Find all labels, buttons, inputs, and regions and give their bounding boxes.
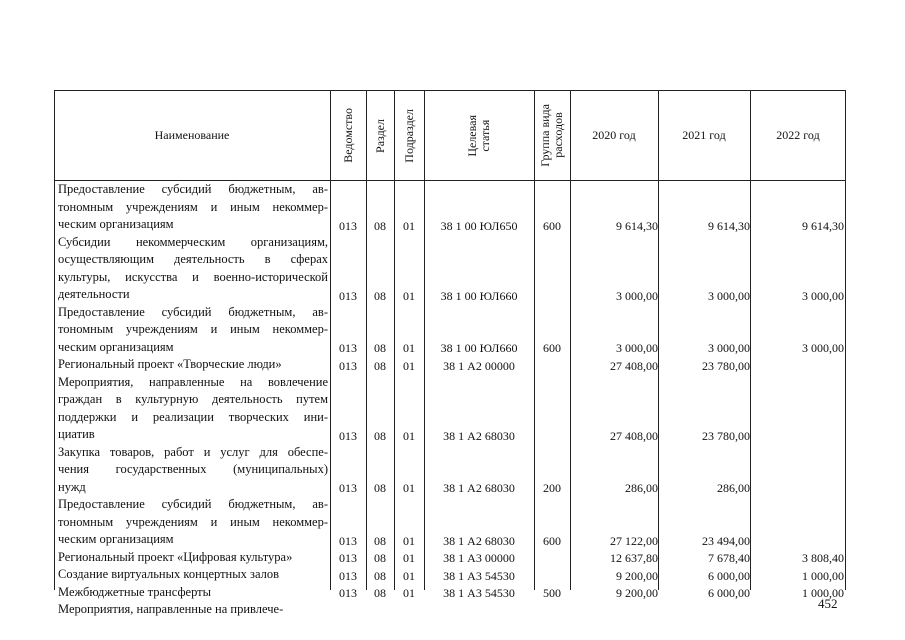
row-name — [58, 496, 328, 549]
header-2022-label: 2022 год — [776, 128, 820, 142]
row-name-line: культуры, искусства и военно-исторической — [58, 269, 328, 284]
cell-ved: 013 — [339, 428, 357, 443]
cell-ved: 013 — [339, 533, 357, 548]
cell-cel: 38 1 А3 54530 — [443, 568, 515, 583]
cell-y2: 7 678,40 — [708, 551, 750, 565]
cell-pod: 01 — [403, 568, 415, 583]
row-name — [58, 234, 328, 304]
cell-ved: 013 — [339, 341, 357, 355]
cell-y2: 3 000,00 — [708, 341, 750, 355]
cell-y2: 23 494,00 — [702, 533, 750, 548]
row-name-line: Закупка товаров, работ и услуг для обеспе- — [58, 444, 328, 459]
header-name-label: Наименование — [154, 128, 230, 142]
cell-cel: 38 1 А2 68030 — [443, 428, 515, 443]
row-name — [58, 304, 328, 357]
row-name — [58, 584, 328, 602]
row-name — [58, 566, 328, 584]
cell-raz: 08 — [374, 533, 386, 548]
header-name — [54, 91, 330, 180]
row-name — [58, 356, 328, 374]
header-celevaya-line1: Целевая — [465, 114, 479, 157]
cell-ved: 013 — [339, 481, 357, 495]
header-podrazdel — [394, 91, 424, 180]
header-2021 — [658, 91, 750, 180]
row-name-line: Региональный проект «Цифровая культура» — [58, 549, 293, 564]
cell-raz: 08 — [374, 358, 386, 373]
row-name-line: Предоставление субсидий бюджетным, ав- — [58, 304, 328, 319]
cell-y1: 9 614,30 — [616, 218, 658, 233]
cell-raz: 08 — [374, 481, 386, 495]
cell-grp: 600 — [543, 533, 561, 548]
row-name-line: Предоставление субсидий бюджетным, ав- — [58, 182, 328, 196]
cell-y2: 6 000,00 — [708, 568, 750, 583]
cell-raz: 08 — [374, 428, 386, 443]
cell-pod: 01 — [403, 288, 415, 303]
cell-y1: 27 408,00 — [610, 428, 658, 443]
row-name-line: Предоставление субсидий бюджетным, ав- — [58, 497, 328, 511]
table-row — [54, 549, 846, 567]
cell-ved: 013 — [339, 358, 357, 373]
row-name — [58, 549, 328, 567]
cell-raz: 08 — [374, 568, 386, 583]
row-name — [58, 181, 328, 234]
cell-y3: 1 000,00 — [802, 568, 844, 583]
cell-y1: 3 000,00 — [616, 341, 658, 355]
table-row — [54, 181, 846, 234]
cell-pod: 01 — [403, 358, 415, 373]
row-name-line: Создание виртуальных концертных залов — [58, 567, 279, 581]
cell-y1: 12 637,80 — [610, 551, 658, 565]
row-name — [58, 601, 328, 619]
cell-pod: 01 — [403, 341, 415, 355]
cell-y3: 3 000,00 — [802, 288, 844, 303]
table-row — [54, 584, 846, 602]
cell-y1: 9 200,00 — [616, 568, 658, 583]
row-name-line: граждан в культурную деятельность путем — [58, 392, 328, 406]
cell-y2: 23 780,00 — [702, 428, 750, 443]
cell-y1: 9 200,00 — [616, 586, 658, 600]
cell-cel: 38 1 А2 68030 — [443, 533, 515, 548]
header-gruppa-line1: Группа вида — [538, 104, 552, 167]
cell-raz: 08 — [374, 586, 386, 600]
header-2020 — [570, 91, 658, 180]
cell-raz: 08 — [374, 288, 386, 303]
header-gruppa-label — [539, 104, 565, 167]
cell-pod: 01 — [403, 481, 415, 495]
cell-grp: 500 — [543, 586, 561, 600]
row-name-line: поддержки и реализации творческих ини- — [58, 409, 328, 424]
cell-raz: 08 — [374, 551, 386, 565]
cell-y2: 6 000,00 — [708, 586, 750, 600]
row-name-line: ческим организациям — [58, 339, 174, 354]
row-name-line: осуществляющим деятельность в сферах — [58, 252, 328, 266]
cell-y1: 3 000,00 — [616, 288, 658, 303]
header-celevaya-label — [466, 115, 492, 157]
table-row — [54, 444, 846, 497]
cell-y1: 27 122,00 — [610, 533, 658, 548]
row-name-line: Мероприятия, направленные на привлече- — [58, 602, 284, 616]
row-name — [58, 444, 328, 497]
header-2020-label: 2020 год — [592, 128, 636, 142]
cell-ved: 013 — [339, 218, 357, 233]
cell-cel: 38 1 00 ЮЛ650 — [440, 218, 518, 233]
cell-grp: 600 — [543, 341, 561, 355]
cell-y2: 286,00 — [717, 481, 750, 495]
cell-y3: 1 000,00 — [802, 586, 844, 600]
cell-pod: 01 — [403, 428, 415, 443]
table-header — [54, 90, 846, 181]
row-name-line: деятельности — [58, 287, 130, 301]
cell-raz: 08 — [374, 218, 386, 233]
row-name-line: Субсидии некоммерческим организациям, — [58, 234, 328, 249]
row-name-line: тономным учреждениям и иным некоммер- — [58, 322, 328, 336]
row-name-line: ческим организациям — [58, 217, 174, 231]
cell-cel: 38 1 А3 00000 — [443, 551, 515, 565]
cell-pod: 01 — [403, 551, 415, 565]
header-vedomstvo-label: Ведомство — [340, 108, 355, 163]
header-razdel-label: Раздел — [372, 118, 387, 153]
cell-y3: 3 000,00 — [802, 341, 844, 355]
header-celevaya — [424, 91, 534, 180]
row-name-line: Межбюджетные трансферты — [58, 584, 212, 599]
cell-raz: 08 — [374, 341, 386, 355]
cell-y2: 9 614,30 — [708, 218, 750, 233]
row-name-line: нужд — [58, 479, 86, 494]
header-razdel — [366, 91, 394, 180]
cell-cel: 38 1 А2 68030 — [443, 481, 515, 495]
cell-grp: 200 — [543, 481, 561, 495]
table-row — [54, 234, 846, 304]
cell-pod: 01 — [403, 533, 415, 548]
row-name — [58, 374, 328, 444]
header-2022 — [750, 91, 846, 180]
cell-cel: 38 1 А3 54530 — [443, 586, 515, 600]
row-name-line: Региональный проект «Творческие люди» — [58, 357, 282, 371]
cell-y3: 9 614,30 — [802, 218, 844, 233]
cell-y2: 23 780,00 — [702, 358, 750, 373]
row-name-line: чения государственных (муниципальных) — [58, 462, 328, 476]
cell-cel: 38 1 А2 00000 — [443, 358, 515, 373]
cell-cel: 38 1 00 ЮЛ660 — [440, 341, 518, 355]
cell-cel: 38 1 00 ЮЛ660 — [440, 288, 518, 303]
header-vedomstvo — [330, 91, 366, 180]
cell-pod: 01 — [403, 218, 415, 233]
row-name-line: ческим организациям — [58, 532, 174, 546]
cell-pod: 01 — [403, 586, 415, 600]
cell-ved: 013 — [339, 288, 357, 303]
table-row — [54, 374, 846, 444]
page-number: 452 — [818, 596, 838, 611]
row-name-line: Мероприятия, направленные на вовлечение — [58, 374, 328, 389]
cell-ved: 013 — [339, 586, 357, 600]
header-gruppa — [534, 91, 570, 180]
cell-y3: 3 808,40 — [802, 551, 844, 565]
table-row — [54, 601, 846, 619]
header-podrazdel-label: Подраздел — [401, 108, 416, 163]
table-row — [54, 356, 846, 374]
cell-y2: 3 000,00 — [708, 288, 750, 303]
table-row — [54, 304, 846, 357]
cell-ved: 013 — [339, 551, 357, 565]
row-name-line: тономным учреждениям и иным некоммер- — [58, 514, 328, 529]
cell-y1: 286,00 — [625, 481, 658, 495]
table-row — [54, 566, 846, 584]
header-celevaya-line2: статья — [478, 119, 492, 152]
cell-grp: 600 — [543, 218, 561, 233]
header-2021-label: 2021 год — [682, 128, 726, 142]
row-name-line: циатив — [58, 427, 95, 441]
cell-ved: 013 — [339, 568, 357, 583]
cell-y1: 27 408,00 — [610, 358, 658, 373]
header-gruppa-line2: расходов — [551, 112, 565, 159]
row-name-line: тономным учреждениям и иным некоммер- — [58, 199, 328, 214]
table-row — [54, 496, 846, 549]
